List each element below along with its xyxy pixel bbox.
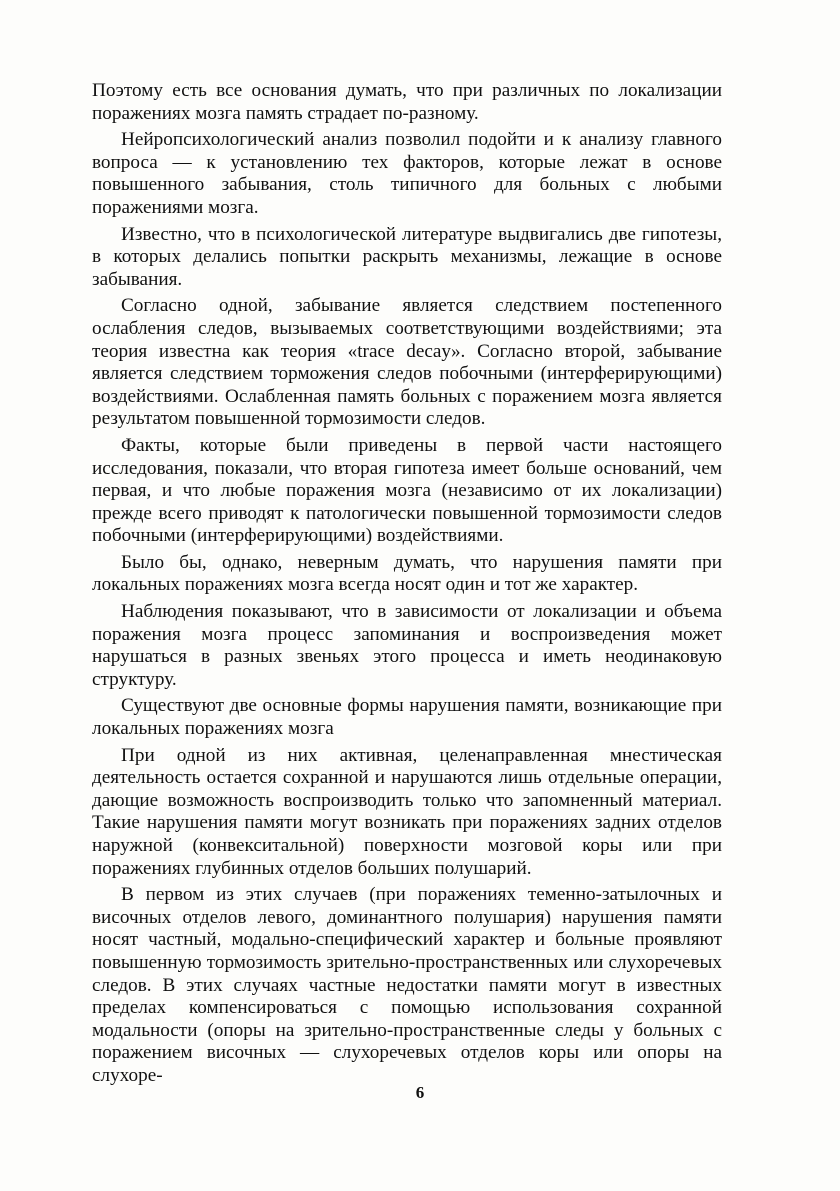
paragraph-6: Было бы, однако, неверным думать, что нарушения памяти при локальных поражениях мозга всегда носят один и тот же характер.	[92, 551, 722, 596]
paragraph-8: Существуют две основные формы нарушения памяти, возникающие при локальных поражениях мозга	[92, 695, 722, 740]
paragraph-3: Известно, что в психологической литературе выдвигались две гипотезы, в которых делались попытки раскрыть механизмы, лежащие в основе забывания.	[92, 223, 722, 290]
page-number: 6	[415, 1083, 425, 1102]
paragraph-1: Поэтому есть все основания думать, что при различных по локализации поражениях мозга память страдает по-разному.	[92, 80, 722, 124]
body-text	[92, 80, 722, 1092]
paragraph-5: Факты, которые были приведены в первой части настоящего исследования, показали, что вторая гипотеза имеет больше оснований, чем первая, и что любые поражения мозга (независимо от их локализации) прежде всего приводят к патологически повышенной тормозимости следов побочными (интерферирующими) воздействиями.	[92, 434, 722, 547]
paragraph-7: Наблюдения показывают, что в зависимости от локализации и объема поражения мозга процесс запоминания и воспроизведения может нарушаться в разных звеньях этого процесса и иметь неодинаковую структуру.	[92, 601, 722, 690]
paragraph-10: В первом из этих случаев (при поражениях теменно-затылочных и височных отделов левого, доминантного полушария) нарушения памяти носят частный, модально-специфический характер и больные проявляют повышенную тормозимость зрительно-пространственных или слухоречевых следов. В этих случаях частные недостатки памяти могут в известных пределах компенсироваться с помощью использования сохранной модальности (опоры на зрительно-пространственные следы у больных с поражением височных — слухоречевых отделов коры или опоры на слухоре-	[92, 884, 722, 1086]
paragraph-4: Согласно одной, забывание является следствием постепенного ослабления следов, вызываемых соответствующими воздействиями; эта теория известна как теория «trace decay». Согласно второй, забывание является следствием торможения следов побочными (интерферирующими) воздействиями. Ослабленная память больных с поражением мозга является результатом повышенной тормозимости следов.	[92, 295, 722, 430]
paragraph-9: При одной из них активная, целенаправленная мнестическая деятельность остается сохранной и нарушаются лишь отдельные операции, дающие возможность воспроизводить только что запомненный материал. Такие нарушения памяти могут возникать при поражениях задних отделов наружной (конвекситальной) поверхности мозговой коры или при поражениях глубинных отделов больших полушарий.	[92, 744, 722, 879]
paragraph-2: Нейропсихологический анализ позволил подойти и к анализу главного вопроса — к установлению тех факторов, которые лежат в основе повышенного забывания, столь типичного для больных с любыми поражениями мозга.	[92, 129, 722, 218]
